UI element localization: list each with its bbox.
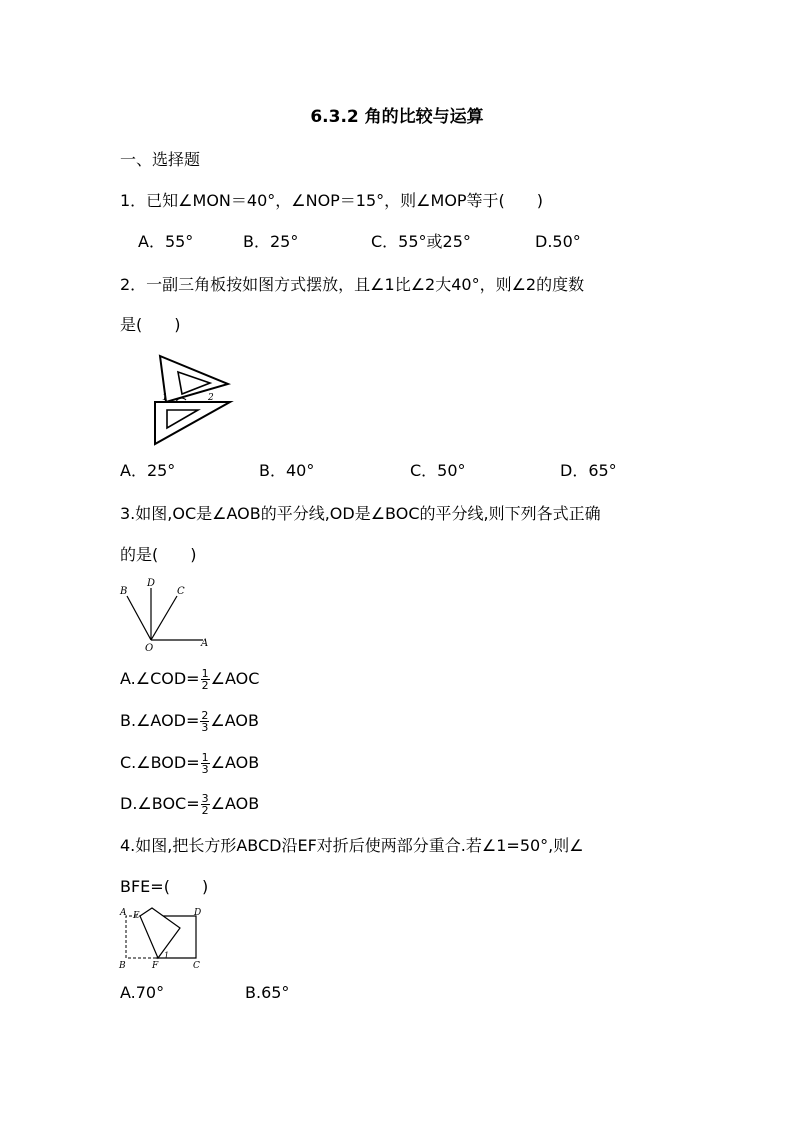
q4-label-b: B [119, 961, 126, 971]
q2-option-b[interactable]: B．40° [259, 461, 315, 480]
q3-label-c: C [177, 586, 185, 597]
fraction-numerator: 1 [201, 751, 209, 764]
q2-stem-line1: 2．一副三角板按如图方式摆放，且∠1比∠2大40°，则∠2的度数 [120, 275, 585, 294]
q3-option-b-fraction [200, 710, 209, 733]
q1-stem: 1．已知∠MON＝40°，∠NOP＝15°，则∠MOP等于( ) [120, 191, 544, 210]
q4-option-b[interactable]: B.65° [245, 983, 290, 1002]
q3-option-a-prefix: A.∠COD= [120, 669, 200, 688]
q3-label-b: B [120, 586, 128, 597]
q4-label-a: A [120, 908, 127, 918]
q2-stem-line2: 是( ) [120, 315, 181, 334]
q2-option-d[interactable]: D．65° [560, 461, 617, 480]
q3-option-b-suffix: ∠AOB [210, 711, 259, 730]
q4-stem-line1: 4.如图,把长方形ABCD沿EF对折后使两部分重合.若∠1=50°,则∠ [120, 836, 584, 855]
q4-angle-label-1: 1 [164, 951, 170, 960]
q3-stem-line2: 的是( ) [120, 545, 197, 564]
q2-angle-label-2: 2 [208, 393, 214, 403]
fraction-denominator: 2 [201, 804, 209, 817]
q3-option-d-suffix: ∠AOB [210, 794, 260, 813]
q4-folded-rectangle-figure [116, 906, 212, 970]
q1-option-c[interactable]: C．55°或25° [371, 232, 471, 251]
q4-stem-line2: BFE=( ) [120, 877, 209, 896]
q3-angle-bisector-figure [115, 576, 215, 652]
q3-option-a-fraction [201, 668, 210, 691]
section-heading: 一、选择题 [120, 150, 201, 169]
q3-option-c-suffix: ∠AOB [210, 753, 260, 772]
q2-option-a[interactable]: A．25° [120, 461, 176, 480]
q4-label-e: E [133, 911, 140, 921]
q3-option-c-prefix: C.∠BOD= [120, 753, 200, 772]
q2-angle-label-1: 1 [162, 393, 168, 403]
q3-label-a: A [201, 638, 209, 649]
q1-option-a[interactable]: A．55° [138, 232, 194, 251]
q3-label-o: O [145, 643, 154, 654]
fraction-denominator: 3 [201, 763, 209, 776]
q3-option-c-fraction [201, 752, 210, 775]
q3-option-d-prefix: D.∠BOC= [120, 794, 200, 813]
q4-label-f: F [152, 961, 159, 971]
q3-option-d-fraction [201, 793, 210, 816]
fraction-numerator: 1 [201, 667, 209, 680]
q3-stem-line1: 3.如图,OC是∠AOB的平分线,OD是∠BOC的平分线,则下列各式正确 [120, 504, 601, 523]
fraction-numerator: 2 [201, 709, 209, 722]
q3-option-b[interactable] [120, 710, 259, 733]
q3-option-a-suffix: ∠AOC [210, 669, 260, 688]
q4-label-c: C [193, 961, 200, 971]
fraction-numerator: 3 [201, 792, 209, 805]
q3-option-b-prefix: B.∠AOD= [120, 711, 200, 730]
page-title: 6.3.2 角的比较与运算 [310, 107, 484, 127]
q3-label-d: D [147, 578, 156, 589]
q2-option-c[interactable]: C．50° [410, 461, 466, 480]
q1-option-b[interactable]: B．25° [243, 232, 299, 251]
q1-option-d[interactable]: D.50° [535, 232, 581, 251]
q3-option-a[interactable] [120, 668, 259, 691]
q4-option-a[interactable]: A.70° [120, 983, 165, 1002]
fraction-denominator: 3 [201, 721, 209, 734]
q3-option-c[interactable] [120, 752, 259, 775]
q3-option-d[interactable] [120, 793, 259, 816]
q2-triangle-rulers-figure [140, 350, 240, 450]
fraction-denominator: 2 [201, 679, 209, 692]
q4-label-d: D [194, 908, 202, 918]
